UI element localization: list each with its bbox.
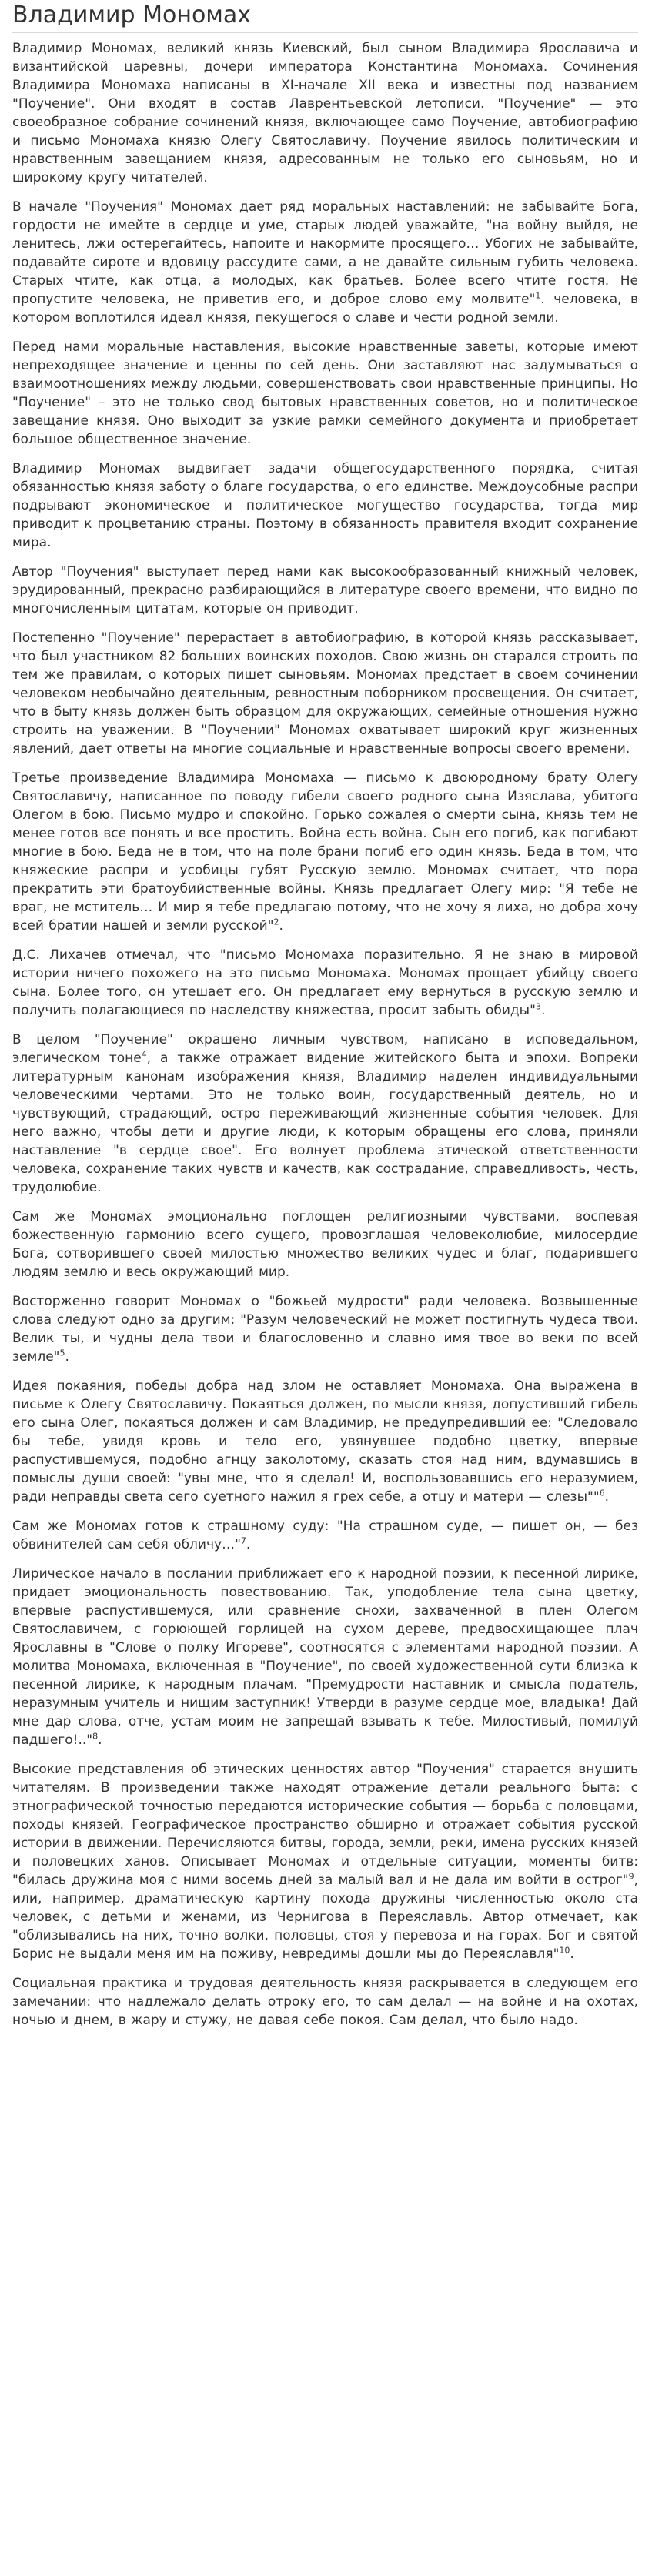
paragraph-text: Автор "Поучения" выступает перед нами как высокообразованный книжный человек, эрудированный, прекрасно разбирающийся в литературе своего времени, что видно по многочисленным цитатам, которые он приводит. bbox=[12, 564, 638, 616]
paragraph-text: Перед нами моральные наставления, высокие нравственные заветы, которые имеют непреходящее значение и ценны по сей день. Они заставляют нас задумываться о взаимоотношениях между людьми, совершенствовать свои нравственные принципы. Но "Поучение" – это не только свод бытовых нравственных советов, но и политическое завещание князя. Оно выходит за узкие рамки семейного документа и приобретает большое общественное значение. bbox=[12, 339, 638, 447]
paragraph bbox=[12, 1517, 638, 1554]
footnote-ref: 1 bbox=[535, 290, 541, 301]
paragraph bbox=[12, 1292, 638, 1366]
paragraph-text: Постепенно "Поучение" перерастает в автобиографию, в которой князь рассказывает, что был участником 82 больших воинских походов. Свою жизнь он старался строить по тем же правилам, о которых пишет сыновьям. Мономах предстает в своем сочинении человеком необычайно деятельным, ревностным поборником просвещения. Он считает, что в быту князь должен быть образцом для окружающих, семейные отношения нужно строить на уважении. В "Поучении" Мономах охватывает широкий круг жизненных явлений, дает ответы на многие социальные и нравственные вопросы своего времени. bbox=[12, 630, 638, 757]
paragraph-text: . bbox=[540, 1003, 546, 1018]
footnote-ref: 4 bbox=[141, 1049, 147, 1060]
paragraph-text: Лирическое начало в послании приближает его к народной поэзии, к песенной лирике, придает эмоциональность повествованию. Так, уподобление тела сына цветку, впервые распустившемуся, или сравнение снохи, захваченной в плен Олегом Святославичем, с горюющей горлицей на сухом дереве, предвосхищающее плач Ярославны в "Слове о полку Игореве", соотносятся с элементами народной поэзии. А молитва Мономаха, включенная в "Поучение", по своей художественной сути близка к песенной лирике, к народным плачам. "Премудрости наставник и смысла податель, неразумным учитель и нищим заступник! Утверди в разуме сердце мое, владыка! Дай мне дар слова, отче, устам моим не запрещай взывать к тебе. Милостивый, помилуй падшего!.." bbox=[12, 1566, 638, 1748]
article-body bbox=[12, 39, 638, 2030]
footnote-ref: 10 bbox=[559, 1945, 570, 1956]
paragraph bbox=[12, 1377, 638, 1506]
paragraph bbox=[12, 769, 638, 935]
paragraph-text: Владимир Мономах выдвигает задачи общегосударственного порядка, считая обязанностью князя заботу о благе государства, о его единстве. Междоусобные распри подрывают экономическое и политическое могущество государства, тогда мир приводит к процветанию страны. Поэтому в обязанность правителя входит сохранение мира. bbox=[12, 461, 638, 550]
paragraph-text: . bbox=[570, 1946, 574, 1962]
paragraph-text: . bbox=[604, 1489, 610, 1505]
paragraph bbox=[12, 338, 638, 449]
paragraph-text: В начале "Поучения" Мономах дает ряд моральных наставлений: не забывайте Бога, гордости не имейте в сердце и уме, старых людей уважайте, "на войну выйдя, не ленитесь, лжи остерегайтесь, напоите и накормите просящего… Убогих не забывайте, подавайте сироте и вдовицу рассудите сами, а не давайте сильным губить человека. Старых чтите, как отца, а молодых, как братьев. Более всего чтите гостя. Не пропустите человека, не приветив его, и доброе слово ему молвите" bbox=[12, 199, 638, 307]
paragraph-text: Сам же Мономах готов к страшному суду: "На страшном суде, — пишет он, — без обвинителей сам себя обличу…" bbox=[12, 1519, 638, 1552]
paragraph bbox=[12, 1974, 638, 2030]
paragraph-text: . bbox=[65, 1349, 69, 1365]
paragraph-text: Владимир Мономах, великий князь Киевский, был сыном Владимира Ярославича и византийской царевны, дочери императора Константина Мономаха. Сочинения Владимира Мономаха написаны в XI-начале XII века и известны под названием "Поучение". Они входят в состав Лаврентьевской летописи. "Поучение" — это своеобразное собрание сочинений князя, включающее само Поучение, автобиографию и письмо Мономаха князю Олегу Святославичу. Поучение явилось политическим и нравственным завещанием князя, адресованным не только его сыновьям, но и широкому кругу читателей. bbox=[12, 41, 638, 185]
footnote-ref: 5 bbox=[59, 1348, 65, 1358]
paragraph bbox=[12, 1565, 638, 1749]
paragraph bbox=[12, 1208, 638, 1281]
title-divider bbox=[12, 32, 638, 33]
paragraph bbox=[12, 1760, 638, 1963]
paragraph-text: Социальная практика и трудовая деятельность князя раскрывается в следующем его замечании: что надлежало делать отроку его, то сам делал — на войне и на охотах, ночью и днем, в жару и стужу, не давая себе покоя. Сам делал, что было надо. bbox=[12, 1976, 638, 2028]
paragraph-text: Высокие представления об этических ценностях автор "Поучения" старается внушить читателям. В произведении также находят отражение детали реального быта: с этнографической точностью передаются исторические события — борьба с половцами, походы князей. Географическое пространство обширно и отражает события русской истории в движении. Перечисляются битвы, города, земли, реки, имена русских князей и половецких ханов. Описывает Мономах и отдельные ситуации, моменты битв: "билась дружина моя с ними восемь дней за малый вал и не дала им войти в острог" bbox=[12, 1762, 638, 1888]
page-title: Владимир Мономах bbox=[12, 2, 252, 28]
paragraph bbox=[12, 563, 638, 618]
footnote-ref: 7 bbox=[240, 1535, 246, 1546]
paragraph-text: . bbox=[279, 918, 283, 934]
paragraph bbox=[12, 459, 638, 552]
paragraph-text: . bbox=[246, 1537, 251, 1552]
paragraph-text: Восторженно говорит Мономах о "божьей мудрости" ради человека. Возвышенные слова следуют одно за другим: "Разум человеческий не может постигнуть чудеса твои. Велик ты, и чудны дела твои и благословенно и славно имя твое во веки по всей земле" bbox=[12, 1294, 638, 1365]
paragraph bbox=[12, 1031, 638, 1197]
footnote-ref: 3 bbox=[535, 1001, 541, 1012]
paragraph-text: , а также отражает видение житейского быта и эпохи. Вопреки литературным канонам изображения князя, Владимир наделен индивидуальными человеческими чертами. Это не только воин, государственный деятель, но и чувствующий, страдающий, остро переживающий жизненные события человек. Для него важно, чтобы дети и другие люди, к которым обращены его слова, приняли наставление "в сердце свое". Его волнует проблема этической ответственности человека, сохранение таких чувств и качеств, как сострадание, справедливость, честь, трудолюбие. bbox=[12, 1051, 638, 1195]
paragraph bbox=[12, 946, 638, 1020]
footnote-ref: 9 bbox=[628, 1871, 634, 1882]
footnote-ref: 2 bbox=[273, 917, 279, 927]
paragraph-text: . bbox=[98, 1732, 102, 1748]
paragraph-text: Третье произведение Владимира Мономаха — письмо к двоюродному брату Олегу Святославичу, написанное по поводу гибели своего родного сына Изяслава, убитого Олегом в бою. Письмо мудро и спокойно. Горько сожалея о смерти сына, князь тем не менее готов все понять и все простить. Война есть война. Сын его погиб, как погибают многие в бою. Беда не в том, что на поле брани погиб его один князь. Беда в том, что княжеские распри и усобицы губят Русскую землю. Мономах считает, что пора прекратить эти братоубийственные войны. Князь предлагает Олегу мир: "Я тебе не враг, не мститель… И мир я тебе предлагаю потому, что не хочу я лиха, но добра хочу всей братии нашей и земли русской" bbox=[12, 770, 638, 934]
paragraph bbox=[12, 39, 638, 187]
paragraph-text: , или, например, драматическую картину похода дружины численностью около ста человек, с детьми и женами, из Чернигова в Переяславль. Автор отмечает, как "облизывались на них, точно волки, половцы, стоя у перевоза и на горах. Бог и святой Борис не выдали меня им на поживу, невредимы дошли мы до Переяславля" bbox=[12, 1873, 638, 1962]
paragraph bbox=[12, 198, 638, 327]
footnote-ref: 6 bbox=[599, 1488, 605, 1498]
paragraph-text: Сам же Мономах эмоционально поглощен религиозными чувствами, воспевая божественную гармонию всего сущего, провозглашая человеколюбие, милосердие Бога, сотворившего своей милостью множество великих чудес и благ, подарившего людям землю и весь окружающий мир. bbox=[12, 1209, 638, 1280]
paragraph-text: Идея покаяния, победы добра над злом не оставляет Мономаха. Она выражена в письме к Олегу Святославичу. Покаяться должен, по мысли князя, допустивший гибель его сына Олег, покаяться должен и сам Владимир, не предупредивший ее: "Следовало бы тебе, увидя кровь и тело его, увянувшее подобно цветку, впервые распустившемуся, подобно агнцу заколотому, сказать стоя над ним, вдумавшись в помыслы души своей: "увы мне, что я сделал! И, воспользовавшись его неразумием, ради неправды света сего суетного нажил я грех себе, а отцу и матери — слезы"" bbox=[12, 1378, 638, 1505]
paragraph-text: . человека, в котором воплотился идеал князя, пекущегося о славе и чести родной земли. bbox=[12, 292, 638, 326]
footnote-ref: 8 bbox=[92, 1731, 99, 1742]
paragraph bbox=[12, 629, 638, 758]
paragraph-text: Д.С. Лихачев отмечал, что "письмо Мономаха поразительно. Я не знаю в мировой истории ничего похожего на это письмо Мономаха. Мономах прощает убийцу своего сына. Более того, он утешает его. Он предлагает ему вернуться в русскую землю и получить полагающиеся по наследству княжества, просит забыть обиды" bbox=[12, 947, 638, 1018]
paragraph-text: В целом "Поучение" окрашено личным чувством, написано в исповедальном, элегическом тоне bbox=[12, 1032, 638, 1066]
